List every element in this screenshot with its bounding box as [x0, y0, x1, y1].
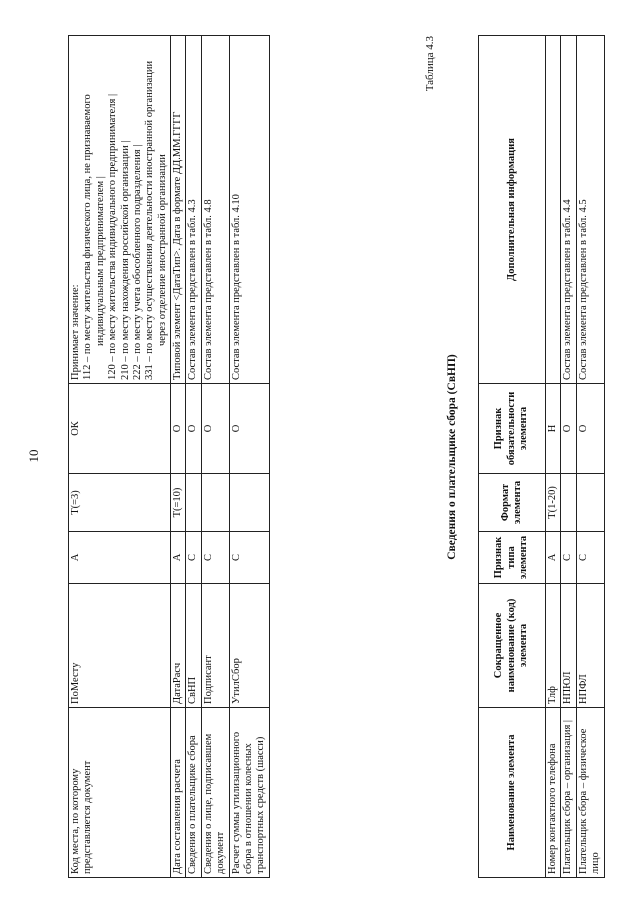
cell-code: ПоМесту [69, 584, 171, 708]
cell-code: ДатаРасч [171, 584, 186, 708]
cell-required: О [201, 384, 229, 474]
table-row [201, 36, 229, 878]
table-row [229, 36, 269, 878]
cell-code: Тлф [546, 584, 561, 708]
cell-required: О [229, 384, 269, 474]
cell-type: А [171, 532, 186, 584]
elements-table-continued [68, 35, 270, 878]
cell-info: Типовой элемент <ДатаТип>. Дата в формате ДД.ММ.ГГГГ [171, 36, 186, 384]
cell-name: Плательщик сбора – организация | [561, 708, 576, 878]
cell-info: Состав элемента представлен в табл. 4.5 [576, 36, 604, 384]
payer-info-table [478, 35, 605, 878]
rotated-page-content [68, 28, 628, 878]
header-required: Признак обязательности элемента [479, 384, 546, 474]
table-row [561, 36, 576, 878]
table-row [576, 36, 604, 878]
cell-name: Дата составления расчета [171, 708, 186, 878]
cell-required: Н [546, 384, 561, 474]
cell-required: О [171, 384, 186, 474]
cell-format: Т(=10) [171, 474, 186, 532]
cell-format: Т(=3) [69, 474, 171, 532]
cell-name: Номер контактного телефона [546, 708, 561, 878]
cell-name: Сведения о лице, подписавшем документ [201, 708, 229, 878]
cell-format [201, 474, 229, 532]
table-row [69, 36, 171, 878]
cell-info: Состав элемента представлен в табл. 4.8 [201, 36, 229, 384]
table-row [546, 36, 561, 878]
cell-type: С [576, 532, 604, 584]
cell-required: ОК [69, 384, 171, 474]
cell-info [69, 36, 171, 384]
table-caption: Сведения о плательщике сбора (СвНП) [446, 354, 458, 560]
cell-code: НПЮЛ [561, 584, 576, 708]
header-info: Дополнительная информация [479, 36, 546, 384]
header-format: Формат элемента [479, 474, 546, 532]
cell-type: С [201, 532, 229, 584]
cell-type: С [229, 532, 269, 584]
cell-code: Подписант [201, 584, 229, 708]
header-name: Наименование элемента [479, 708, 546, 878]
table-header-row [479, 36, 546, 878]
header-type: Признак типа элемента [479, 532, 546, 584]
table-row [186, 36, 201, 878]
cell-format [229, 474, 269, 532]
cell-format [186, 474, 201, 532]
cell-type: А [546, 532, 561, 584]
info-item: 120 – по месту жительства индивидуального предпринимателя | [107, 93, 119, 380]
info-item: 210 – по месту нахождения российской организации | [119, 140, 131, 380]
cell-info [546, 36, 561, 384]
info-item: 331 – по месту осуществления деятельности иностранной организации через отделение иностранной организации [144, 60, 168, 380]
cell-name: Расчет суммы утилизационного сбора в отношении колесных транспортных средств (шасси) [229, 708, 269, 878]
cell-format: Т(1-20) [546, 474, 561, 532]
info-title: Принимает значение: [70, 284, 81, 380]
cell-code: УтилСбор [229, 584, 269, 708]
table-row [171, 36, 186, 878]
info-item: 222 – по месту учета обособленного подразделения | [131, 144, 143, 380]
cell-info: Состав элемента представлен в табл. 4.4 [561, 36, 576, 384]
info-item: 112 – по месту жительства физического лица, не признаваемого индивидуальным предпринимателем | [82, 94, 106, 380]
cell-code: НПФЛ [576, 584, 604, 708]
header-code: Сокращенное наименование (код) элемента [479, 584, 546, 708]
cell-format [561, 474, 576, 532]
cell-info: Состав элемента представлен в табл. 4.10 [229, 36, 269, 384]
cell-type: С [186, 532, 201, 584]
cell-required: О [561, 384, 576, 474]
cell-type: А [69, 532, 171, 584]
cell-code: СвНП [186, 584, 201, 708]
page-number: 10 [26, 449, 41, 463]
table-label: Таблица 4.3 [424, 36, 436, 92]
cell-required: О [186, 384, 201, 474]
cell-required: О [576, 384, 604, 474]
cell-name: Код места, по которому представляется документ [69, 708, 171, 878]
cell-type: С [561, 532, 576, 584]
cell-format [576, 474, 604, 532]
cell-name: Сведения о плательщике сбора [186, 708, 201, 878]
cell-name: Плательщик сбора – физическое лицо [576, 708, 604, 878]
cell-info: Состав элемента представлен в табл. 4.3 [186, 36, 201, 384]
